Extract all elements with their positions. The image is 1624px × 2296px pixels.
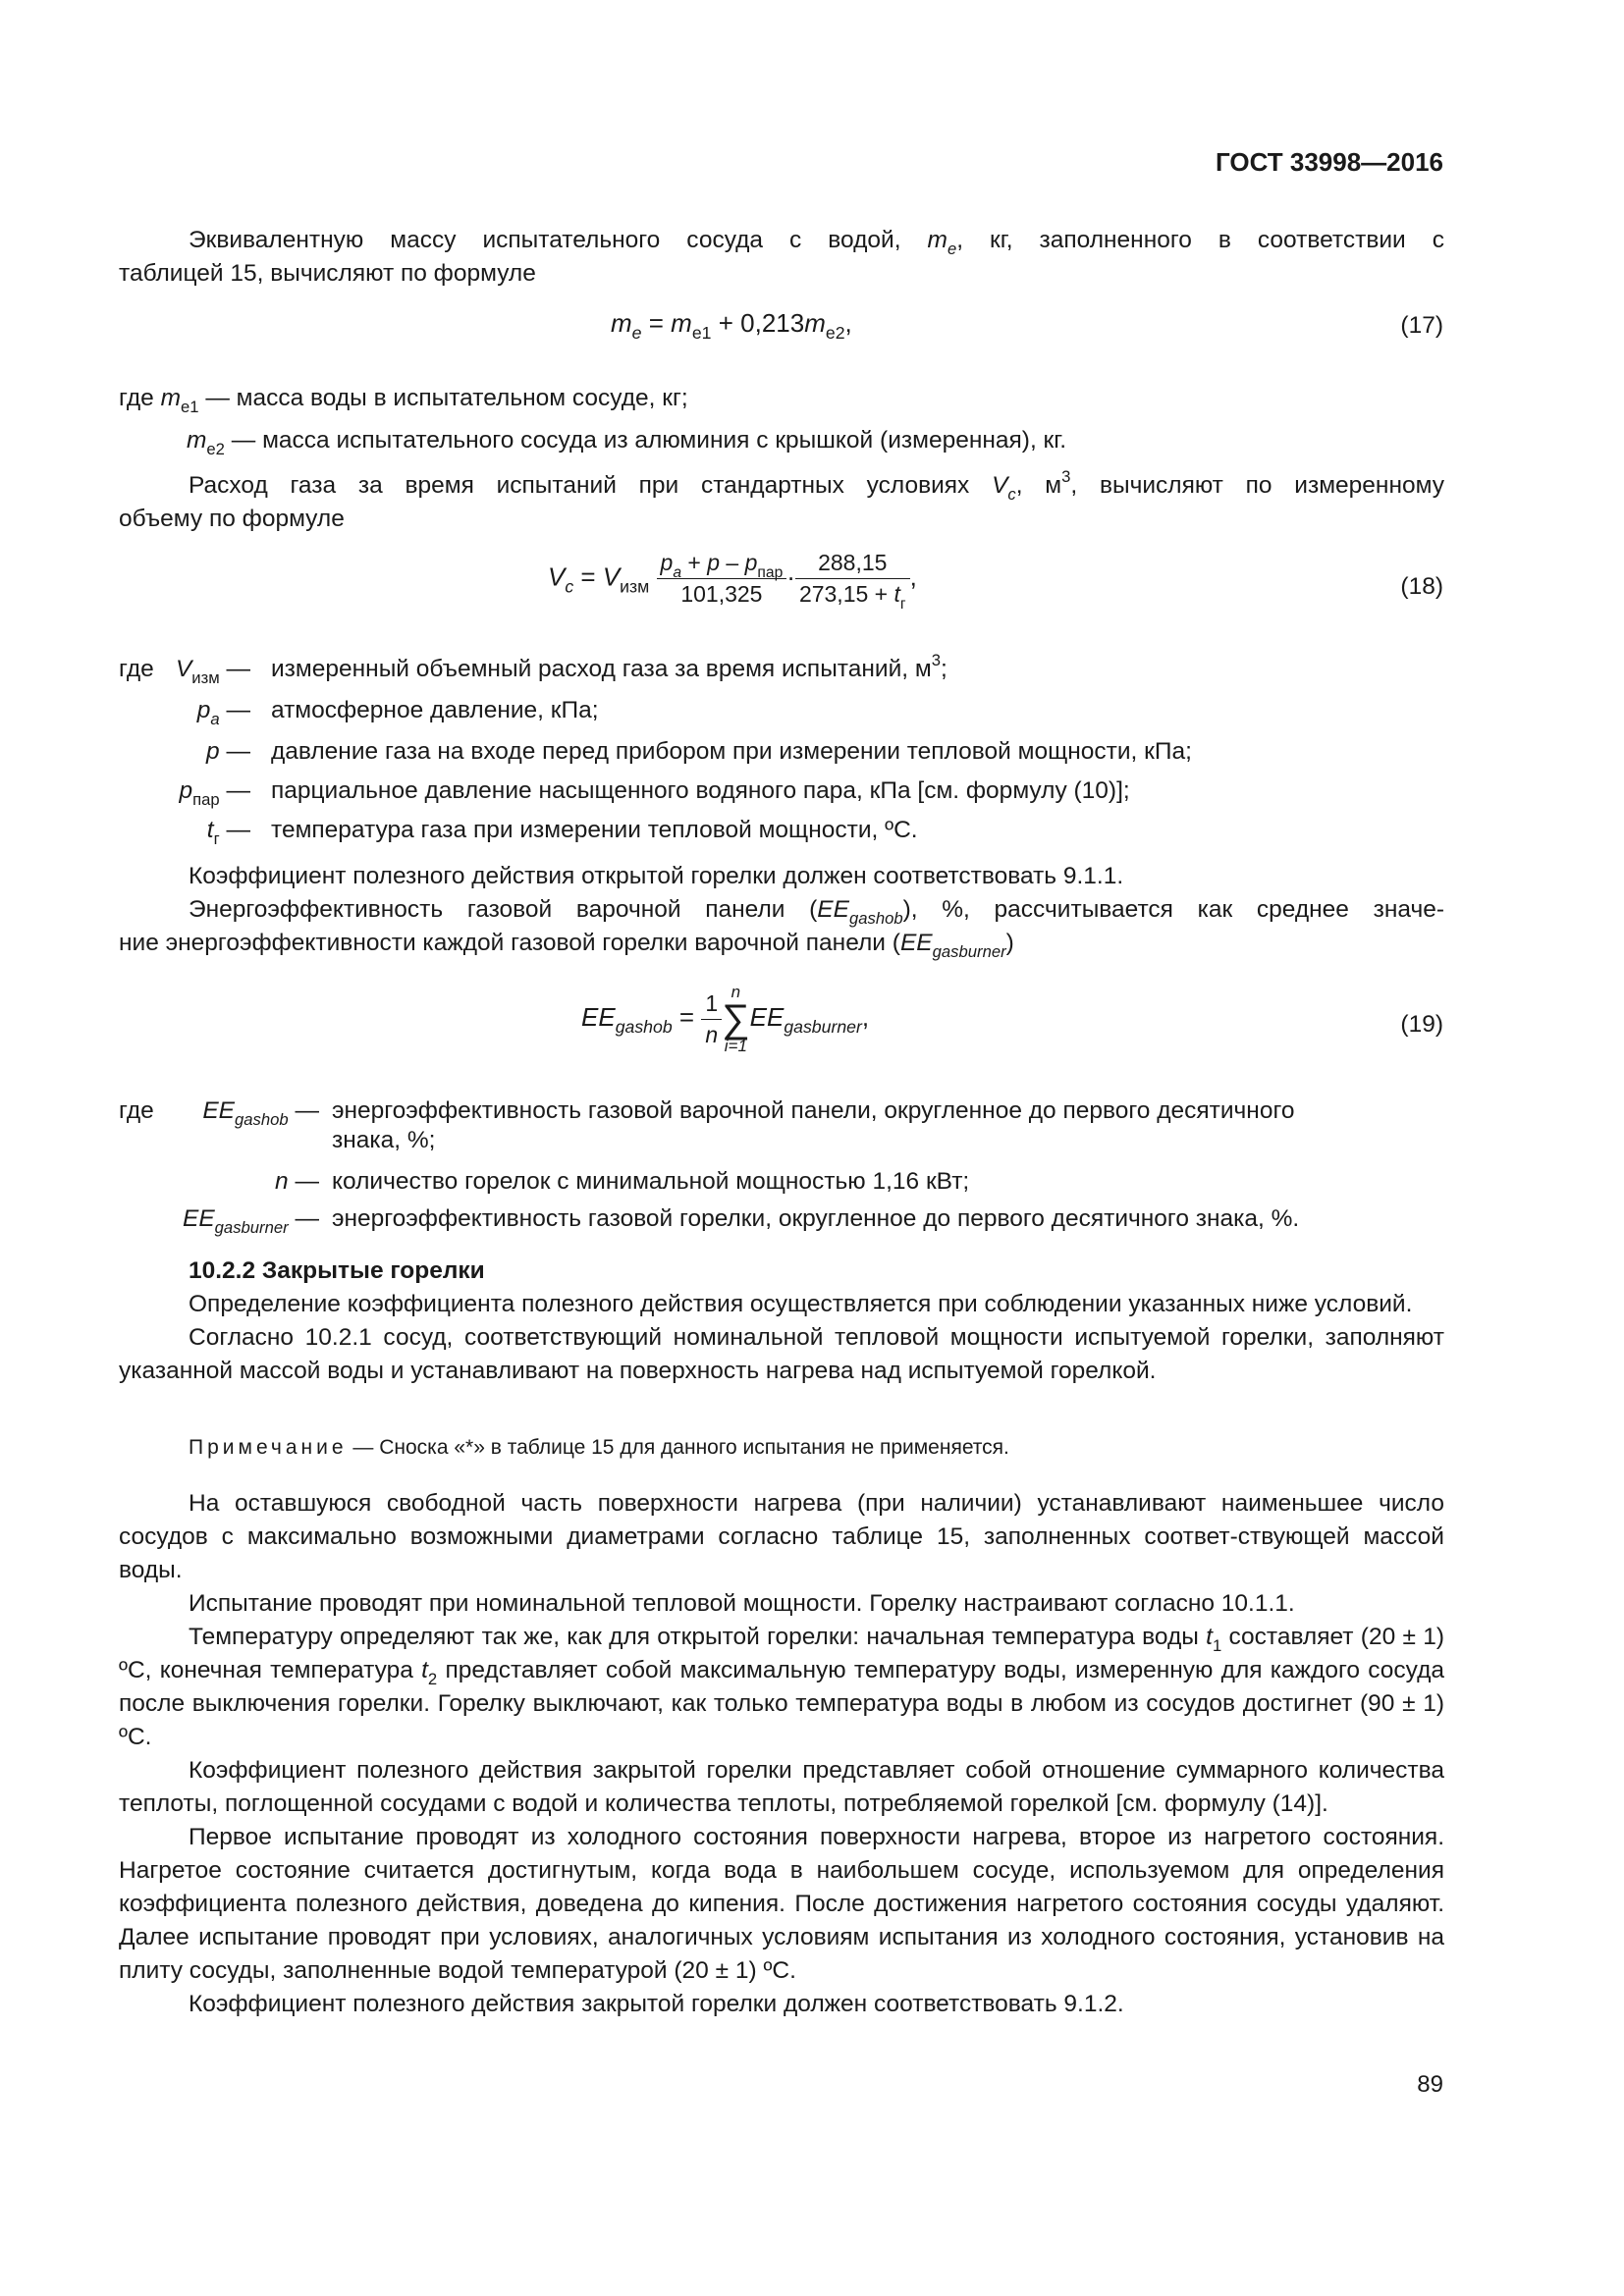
where-definition: давление газа на входе перед прибором при измерении тепловой мощности, кПа; [271,738,1192,765]
symbol: n [705,1021,719,1047]
paragraph-line: объему по формуле [119,506,345,532]
where-definition: энергоэффективность газовой горелки, округленное до первого десятичного знака, %. [332,1205,1300,1232]
where-definition: — масса испытательного сосуда из алюминия с крышкой (измеренная), кг. [231,427,1067,454]
symbol: m [927,227,947,253]
subscript: gasburner [214,1218,289,1237]
subscript: 1 [1212,1636,1222,1655]
paragraph-line [119,469,1444,503]
symbol: p [707,550,721,575]
equation-17 [611,308,852,343]
operator: + [681,550,708,575]
body-paragraphs [119,1487,1444,2021]
symbol: t [893,581,900,607]
text-run: , вычисляют по измеренному [1070,472,1444,499]
note [189,1436,1009,1460]
equation-number: (17) [1400,312,1443,339]
text-run: Температуру определяют так же, как для открытой горелки: начальная температура воды [189,1624,1207,1650]
symbol: m [187,427,207,454]
denominator [795,579,910,613]
where-term: $t_г$ — [206,817,250,848]
equation-number: (19) [1400,1011,1443,1038]
operator: = [672,1001,702,1032]
paragraph-line [119,927,1444,960]
paragraph-line [119,224,1444,257]
where-item [187,427,1067,458]
summation [722,984,750,1054]
where-definition [271,651,947,683]
subscript: e2 [206,440,225,458]
paragraph-energy-efficiency [119,893,1444,960]
subscript: gasburner [784,1016,862,1037]
symbol: t [1206,1624,1213,1650]
fraction-temperature [795,550,910,613]
symbol: EE [899,930,933,956]
where-lead: где [119,1097,154,1124]
operator: = [573,561,603,592]
symbol: V [602,561,621,592]
subscript: e1 [691,323,712,343]
subscript: пар [192,790,220,809]
paragraph: Коэффициент полезного действия закрытой горелки должен соответствовать 9.1.2. [189,1991,1124,2017]
symbol: p [744,550,758,575]
section-title: 10.2.2 Закрытые горелки [189,1257,485,1284]
numerator [657,550,787,579]
sum-lower-limit: i=1 [724,1037,747,1055]
where-definition [332,1097,1444,1154]
symbol: EE [749,1001,785,1032]
symbol: EE [202,1097,236,1124]
subscript: gashob [235,1110,289,1129]
subscript: c [1007,485,1016,504]
text-run: энергоэффективность газовой варочной панели, округленное до первого десятичного [332,1097,1295,1124]
paragraph-line [119,893,1444,927]
where-lead: где [119,385,154,411]
symbol: m [671,308,692,338]
sum-sign: ∑ [722,997,750,1041]
subscript: c [565,576,574,597]
symbol: EE [581,1001,616,1032]
equation-18 [548,550,917,613]
where-term: $EE_{gashob}$ — [202,1097,319,1129]
symbol: m [611,308,632,338]
subscript: 2 [427,1670,438,1688]
note-text: — Сноска «*» в таблице 15 для данного испытания не применяется. [347,1436,1009,1459]
subscript: e [631,323,642,343]
symbol: p [206,738,220,765]
subscript: г [899,596,906,613]
document-header: ГОСТ 33998—2016 [1216,147,1443,177]
where-lead: где [119,656,154,682]
subscript: e1 [181,398,199,416]
paragraph: Испытание проводят при номинальной тепловой мощности. Горелку настраивают согласно 10.1.1. [189,1590,1295,1617]
superscript: 3 [1061,467,1071,486]
where-item [119,385,688,416]
where-definition: температура газа при измерении тепловой мощности, ºС. [271,817,918,843]
where-definition: количество горелок с минимальной мощностью 1,16 кВт; [332,1168,970,1195]
paragraph: Определение коэффициента полезного действия осуществляется при соблюдении указанных ниже условий. [189,1291,1413,1317]
where-term: $V_{изм}$ — [175,656,250,687]
symbol: EE [817,896,849,923]
denominator: 101,325 [680,581,763,607]
paragraph: Первое испытание проводят из холодного состояния поверхности нагрева, второе из нагретого состояния. Нагретое состояние считается достигнутым, когда вода в наибольшем сосуде, используемом для определения коэффициента полезного действия, доведена до кипения. После достижения нагретого состояния сосуды удаляют. Далее испытание проводят при условиях, аналогичных условиям испытания из холодного состояния, установив на плиту сосуды, заполненные водой температурой (20 ± 1) ºС. [119,1824,1444,1984]
equation-number: (18) [1400,573,1443,600]
where-term: $p_a$ — [196,697,250,728]
where-term: p — [206,738,250,765]
numerator: 1 [701,990,722,1020]
symbol: EE [182,1205,215,1232]
paragraph: На оставшуюся свободной часть поверхности нагрева (при наличии) устанавливают наименьшее число сосудов с максимально возможными диаметрами согласно таблице 15, заполненных соответ-ствующей массой воды. [119,1490,1444,1583]
punctuation: , [844,308,852,338]
subscript: изм [191,668,220,687]
subscript: a [673,564,682,581]
subscript: gashob [615,1016,673,1037]
denominator [701,1020,722,1048]
subscript: gashob [848,909,903,928]
operator: · [786,561,795,592]
punctuation: , [861,1001,870,1032]
where-term: $p_{пар}$ — [179,777,250,809]
text-run: , кг, заполненного в соответствии с [956,227,1444,253]
text-run: , м [1015,472,1062,499]
symbol: m [804,308,826,338]
text-run: ние энергоэффективности каждой газовой горелки варочной панели ( [119,930,900,956]
where-definition: — масса воды в испытательном сосуде, кг; [205,385,688,411]
page-number: 89 [1417,2071,1443,2098]
text-run: составляет (20 ± 1) ºС, конечная температура [119,1624,1445,1683]
subscript: г [213,829,220,848]
equation-19 [581,984,869,1054]
section-closed-burners [119,1255,1444,1388]
subscript: изм [620,576,650,597]
punctuation: , [909,561,917,592]
paragraph: Коэффициент полезного действия закрытой горелки представляет собой отношение суммарного количества теплоты, поглощенной сосудами с водой и количества теплоты, потребляемой горелкой [см. формулу (14)]. [119,1757,1444,1817]
paragraph: Согласно 10.2.1 сосуд, соответствующий номинальной тепловой мощности испытуемой горелки, заполняют указанной массой воды и устанавливают на поверхность нагрева над испытуемой горелкой. [119,1324,1444,1384]
paragraph-open-burner-efficiency [119,860,1444,893]
numerator: 288,15 [795,550,910,579]
sum-upper-limit: n [731,983,741,1001]
operator: = [641,308,672,338]
text-run: Эквивалентную массу испытательного сосуда с водой, [189,227,928,253]
symbol: V [548,561,566,592]
subscript: e2 [825,323,845,343]
text-run: представляет собой максимальную температуру воды, измеренную для каждого сосуда после выключения горелки. Горелку выключают, как только температура воды в любом из сосудов достигнет (90 ± 1) ºС. [119,1657,1444,1750]
punctuation: ; [941,656,947,682]
text-run: 273,15 + [798,581,894,607]
subscript: пар [757,564,784,581]
symbol: p [196,697,211,723]
text-run: Расход газа за время испытаний при стандартных условиях [189,472,993,499]
subscript: gasburner [932,942,1006,961]
text-run: измеренный объемный расход газа за время испытаний, м [271,656,932,682]
symbol: t [421,1657,428,1683]
operator: + 0,213 [711,308,805,338]
symbol: p [660,550,674,575]
paragraph-equivalent-mass [119,224,1444,291]
note-label: Примечание [189,1436,348,1459]
symbol: V [992,472,1008,499]
fraction-pressure [657,550,787,608]
symbol: p [179,777,193,804]
paragraph-line: таблицей 15, вычисляют по формуле [119,260,536,287]
paragraph-gas-flow [119,469,1444,536]
text-run: ), %, рассчитывается как среднее значе- [902,896,1444,923]
text-run: ) [1005,930,1014,956]
fraction-one-over-n [701,990,722,1048]
text-run: знака, %; [332,1127,436,1153]
where-definition: атмосферное давление, кПа; [271,697,599,723]
symbol: V [175,656,192,682]
symbol: m [160,385,181,411]
symbol: n [275,1168,289,1195]
symbol: t [206,817,214,843]
paragraph-line: Коэффициент полезного действия открытой горелки должен соответствовать 9.1.1. [189,863,1124,889]
where-definition: парциальное давление насыщенного водяного пара, кПа [см. формулу (10)]; [271,777,1130,804]
paragraph [119,1621,1444,1754]
where-term: $EE_{gasburner}$ — [182,1205,319,1237]
text-run: Энергоэффективность газовой варочной панели ( [189,896,818,923]
operator: – [720,550,745,575]
subscript: a [210,710,220,728]
superscript: 3 [931,651,941,669]
where-term: n — [275,1168,319,1195]
subscript: e [947,240,957,258]
